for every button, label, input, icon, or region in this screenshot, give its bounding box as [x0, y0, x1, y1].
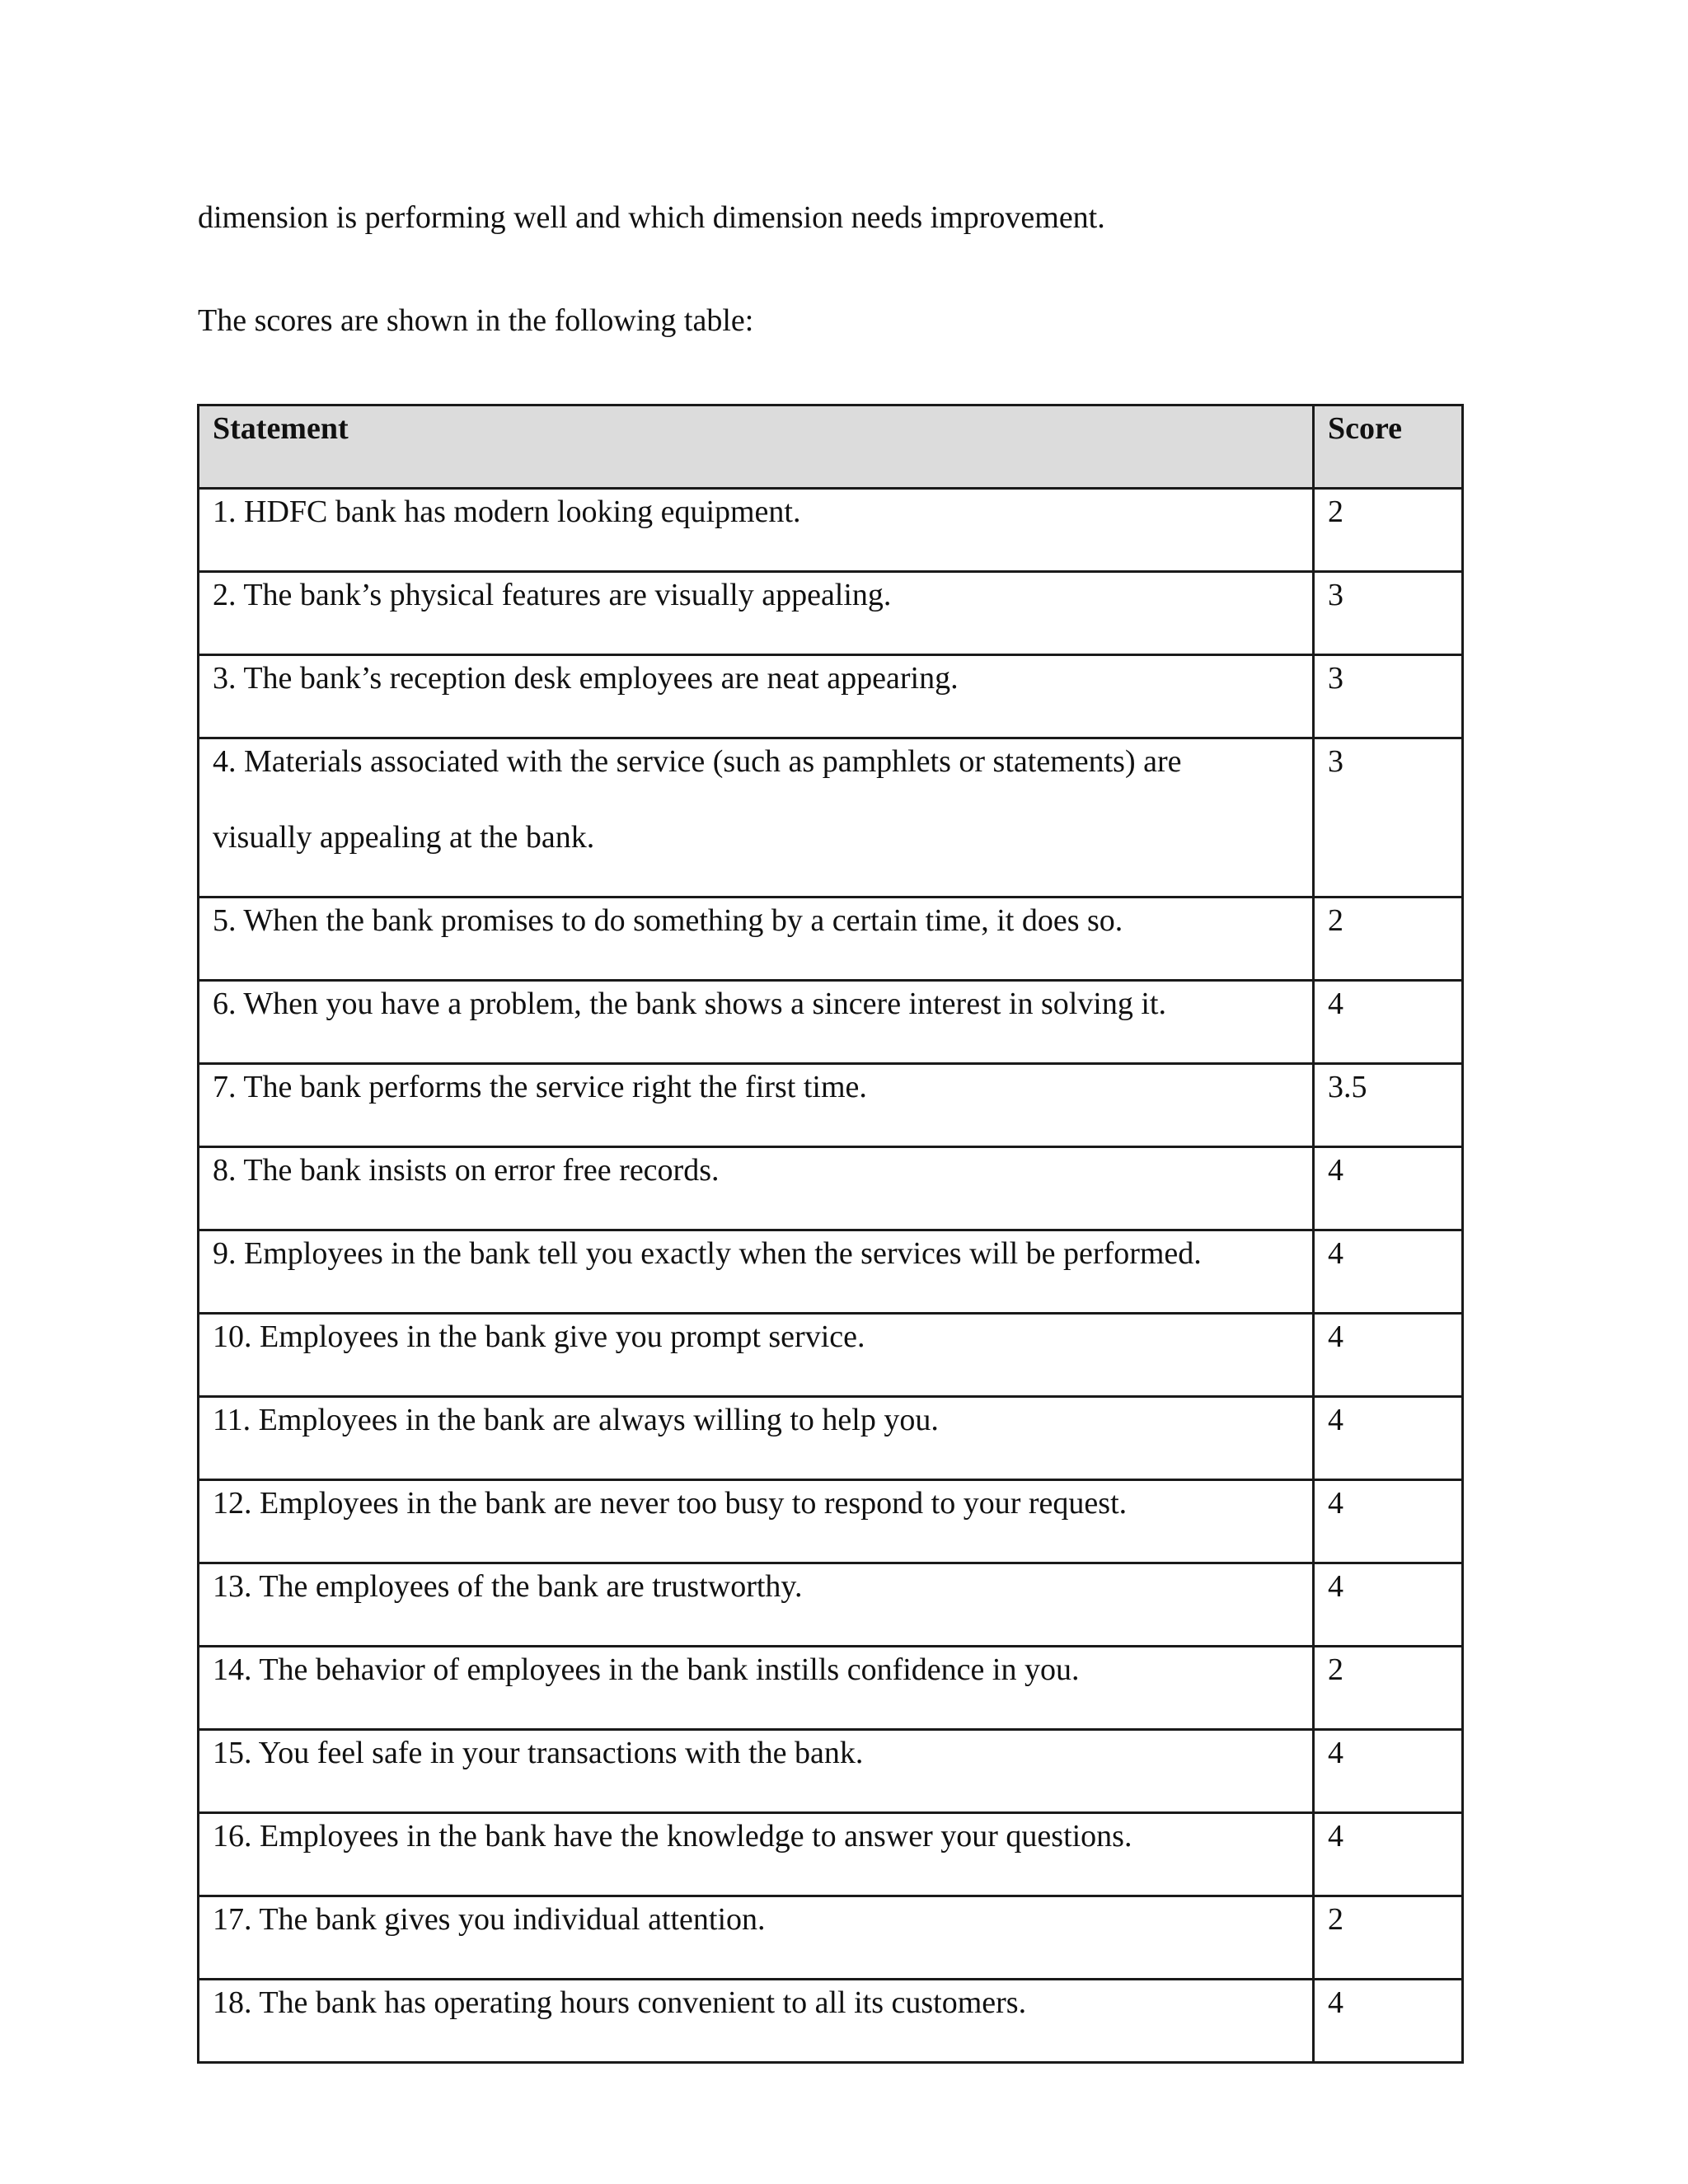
score-cell: 3 — [1314, 738, 1463, 898]
statement-cell: 16. Employees in the bank have the knowledge to answer your questions. — [199, 1813, 1314, 1896]
statement-cell: 12. Employees in the bank are never too busy to respond to your request. — [199, 1480, 1314, 1563]
statement-cell: 13. The employees of the bank are trustworthy. — [199, 1563, 1314, 1647]
statement-cell: 3. The bank’s reception desk employees are neat appearing. — [199, 655, 1314, 738]
table-intro-paragraph: The scores are shown in the following table: — [198, 303, 754, 338]
statement-cell: 11. Employees in the bank are always willing to help you. — [199, 1397, 1314, 1480]
table-row — [199, 1730, 1463, 1813]
table-row — [199, 1147, 1463, 1230]
statement-cell: 6. When you have a problem, the bank shows a sincere interest in solving it. — [199, 981, 1314, 1064]
table-row — [199, 1896, 1463, 1980]
table-row — [199, 1980, 1463, 2063]
table-row — [199, 1064, 1463, 1147]
statement-line-continuation: visually appealing at the bank. — [213, 820, 595, 855]
table-row — [199, 1813, 1463, 1896]
statement-cell: 2. The bank’s physical features are visually appealing. — [199, 572, 1314, 655]
score-cell: 2 — [1314, 898, 1463, 981]
score-cell: 4 — [1314, 1397, 1463, 1480]
statement-cell: 15. You feel safe in your transactions with the bank. — [199, 1730, 1314, 1813]
table-row — [199, 1314, 1463, 1397]
score-cell: 4 — [1314, 1230, 1463, 1314]
statement-cell: 7. The bank performs the service right the first time. — [199, 1064, 1314, 1147]
score-cell: 3 — [1314, 655, 1463, 738]
score-cell: 3.5 — [1314, 1064, 1463, 1147]
header-score: Score — [1314, 405, 1463, 489]
statement-cell: 14. The behavior of employees in the bank instills confidence in you. — [199, 1647, 1314, 1730]
score-cell: 2 — [1314, 489, 1463, 572]
score-cell: 4 — [1314, 1980, 1463, 2063]
statement-cell: 17. The bank gives you individual attention. — [199, 1896, 1314, 1980]
score-cell: 2 — [1314, 1896, 1463, 1980]
score-cell: 4 — [1314, 1730, 1463, 1813]
body-paragraph-continuation: dimension is performing well and which dimension needs improvement. — [198, 200, 1105, 235]
table-row — [199, 981, 1463, 1064]
table-header-row — [199, 405, 1463, 489]
statement-cell: 5. When the bank promises to do something by a certain time, it does so. — [199, 898, 1314, 981]
score-cell: 4 — [1314, 1147, 1463, 1230]
table-row — [199, 1647, 1463, 1730]
score-cell: 4 — [1314, 981, 1463, 1064]
statement-cell: 8. The bank insists on error free records. — [199, 1147, 1314, 1230]
statement-cell: 1. HDFC bank has modern looking equipment. — [199, 489, 1314, 572]
table-row — [199, 572, 1463, 655]
table-row — [199, 1563, 1463, 1647]
statement-cell: 18. The bank has operating hours convenient to all its customers. — [199, 1980, 1314, 2063]
score-cell: 4 — [1314, 1563, 1463, 1647]
statement-cell: 9. Employees in the bank tell you exactly when the services will be performed. — [199, 1230, 1314, 1314]
statement-line: 4. Materials associated with the service (such as pamphlets or statements) are — [213, 744, 1182, 779]
table-row — [199, 1230, 1463, 1314]
table-row — [199, 1397, 1463, 1480]
score-cell: 4 — [1314, 1480, 1463, 1563]
table-row — [199, 489, 1463, 572]
table-row — [199, 738, 1463, 898]
score-cell: 4 — [1314, 1314, 1463, 1397]
score-cell: 2 — [1314, 1647, 1463, 1730]
statement-cell: 10. Employees in the bank give you prompt service. — [199, 1314, 1314, 1397]
scores-table — [197, 404, 1464, 2064]
statement-cell — [199, 738, 1314, 898]
header-statement: Statement — [199, 405, 1314, 489]
table-row — [199, 1480, 1463, 1563]
table-row — [199, 898, 1463, 981]
score-cell: 3 — [1314, 572, 1463, 655]
score-cell: 4 — [1314, 1813, 1463, 1896]
table-row — [199, 655, 1463, 738]
